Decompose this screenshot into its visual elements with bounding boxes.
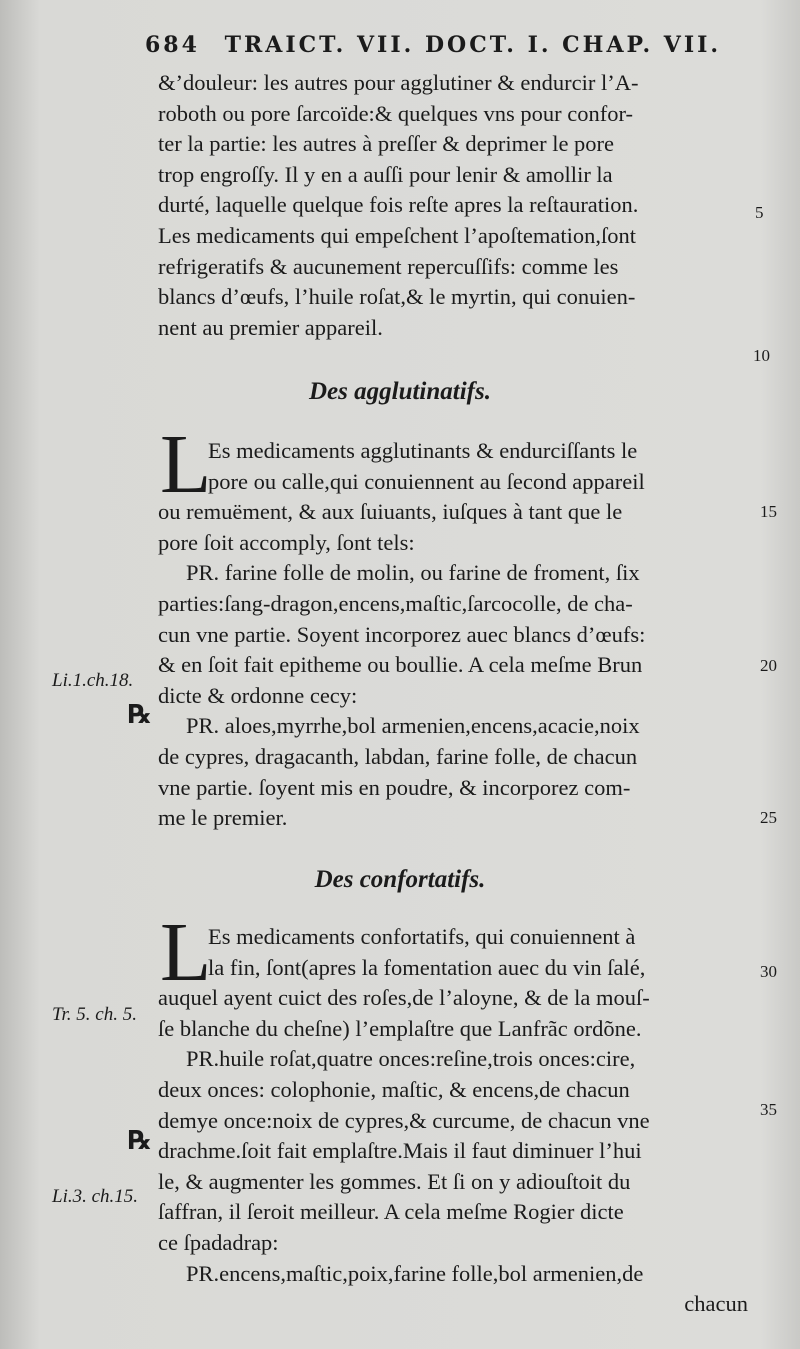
paragraph-agglutinatifs <box>158 436 758 834</box>
text-line: drachme.ſoit fait emplaſtre.Mais il faut diminuer l’hui <box>158 1138 642 1164</box>
text-line: la fin, ſont(apres la fomentation auec du vin ſalé, <box>208 954 646 980</box>
text-line: roboth ou pore ſarcoïde:& quelques vns pour confor- <box>158 100 634 126</box>
text-line: ou remuëment, & aux ſuiuants, iuſques à tant que le <box>158 499 623 525</box>
text-line: ter la partie: les autres à preſſer & deprimer le pore <box>158 131 615 157</box>
text-line: vne partie. ſoyent mis en poudre, & incorporez com- <box>158 774 631 800</box>
text-line: refrigeratifs & aucunement repercuſſifs: comme les <box>158 253 619 279</box>
text-line: Les medicaments qui empeſchent l’apoſtemation,ſont <box>158 222 636 248</box>
line-number: 10 <box>753 346 770 365</box>
drop-cap: L <box>160 906 212 999</box>
recipe-symbol-icon: ℞ <box>128 1126 152 1156</box>
text-line: ſe blanche du cheſne) l’emplaſtre que Lanfrãc ordõne. <box>158 1015 642 1041</box>
text-line: ſaffran, il ſeroit meilleur. A cela meſme Rogier dicte <box>158 1199 624 1225</box>
text-line: parties:ſang-dragon,encens,maſtic,ſarcocolle, de cha- <box>158 590 633 616</box>
text-line: trop engroſſy. Il y en a auſſi pour lenir & amollir la <box>158 161 613 187</box>
section-heading-confortatifs: Des confortatifs. <box>314 866 486 893</box>
line-number: 25 <box>760 808 777 827</box>
margin-reference: Tr. 5. ch. 5. <box>52 1004 137 1025</box>
paragraph-confortatifs <box>158 922 758 1320</box>
margin-reference: Li.3. ch.15. <box>52 1186 139 1207</box>
text-line: blancs d’œufs, l’huile roſat,& le myrtin, qui conuien- <box>158 284 636 310</box>
section-heading-agglutinatifs: Des agglutinatifs. <box>309 378 491 405</box>
text-line: dicte & ordonne cecy: <box>158 682 358 708</box>
recipe-symbol-icon: ℞ <box>128 700 152 730</box>
text-line: PR. farine folle de molin, ou farine de froment, ſix <box>186 560 640 586</box>
text-line: durté, laquelle quelque fois reſte apres la reſtauration. <box>158 192 639 218</box>
text-line: deux onces: colophonie, maſtic, & encens,de chacun <box>158 1076 630 1102</box>
paragraph-intro <box>158 68 758 343</box>
drop-cap: L <box>160 418 212 511</box>
text-line: PR. aloes,myrrhe,bol armenien,encens,acacie,noix <box>186 713 640 739</box>
page-number: 684 <box>145 32 200 58</box>
text-line: auquel ayent cuict des roſes,de l’aloyne, & de la mouſ- <box>158 985 650 1011</box>
text-line: me le premier. <box>158 805 288 831</box>
line-number: 15 <box>760 502 777 521</box>
margin-reference: Li.1.ch.18. <box>52 670 134 691</box>
text-line: Es medicaments agglutinants & endurciſſants le <box>208 438 638 463</box>
text-line: demye once:noix de cypres,& curcume, de chacun vne <box>158 1107 650 1133</box>
text-line: pore ou calle,qui conuiennent au ſecond appareil <box>208 468 645 494</box>
text-line: nent au premier appareil. <box>158 314 383 340</box>
text-line: ce ſpadadrap: <box>158 1229 279 1255</box>
text-line: &’douleur: les autres pour agglutiner & endurcir l’A- <box>158 70 639 95</box>
line-number: 20 <box>760 656 777 675</box>
line-number: 5 <box>755 203 764 222</box>
text-line: le, & augmenter les gommes. Et ſi on y adiouſtoit du <box>158 1168 631 1194</box>
text-line: cun vne partie. Soyent incorporez auec blancs d’œufs: <box>158 621 646 647</box>
text-line: PR.huile roſat,quatre onces:reſine,trois onces:cire, <box>186 1046 636 1072</box>
text-line: Es medicaments confortatifs, qui conuiennent à <box>208 924 636 949</box>
running-header <box>145 32 765 58</box>
text-line: & en ſoit fait epitheme ou boullie. A cela meſme Brun <box>158 652 643 678</box>
text-line: pore ſoit accomply, ſont tels: <box>158 529 415 555</box>
text-line: PR.encens,maſtic,poix,farine folle,bol armenien,de <box>186 1260 644 1286</box>
line-number: 35 <box>760 1100 777 1119</box>
running-title: TRAICT. VII. DOCT. I. CHAP. VII. <box>224 32 722 58</box>
line-number: 30 <box>760 962 777 981</box>
text-line: de cypres, dragacanth, labdan, farine folle, de chacun <box>158 743 638 769</box>
catchword: chacun <box>684 1291 748 1317</box>
